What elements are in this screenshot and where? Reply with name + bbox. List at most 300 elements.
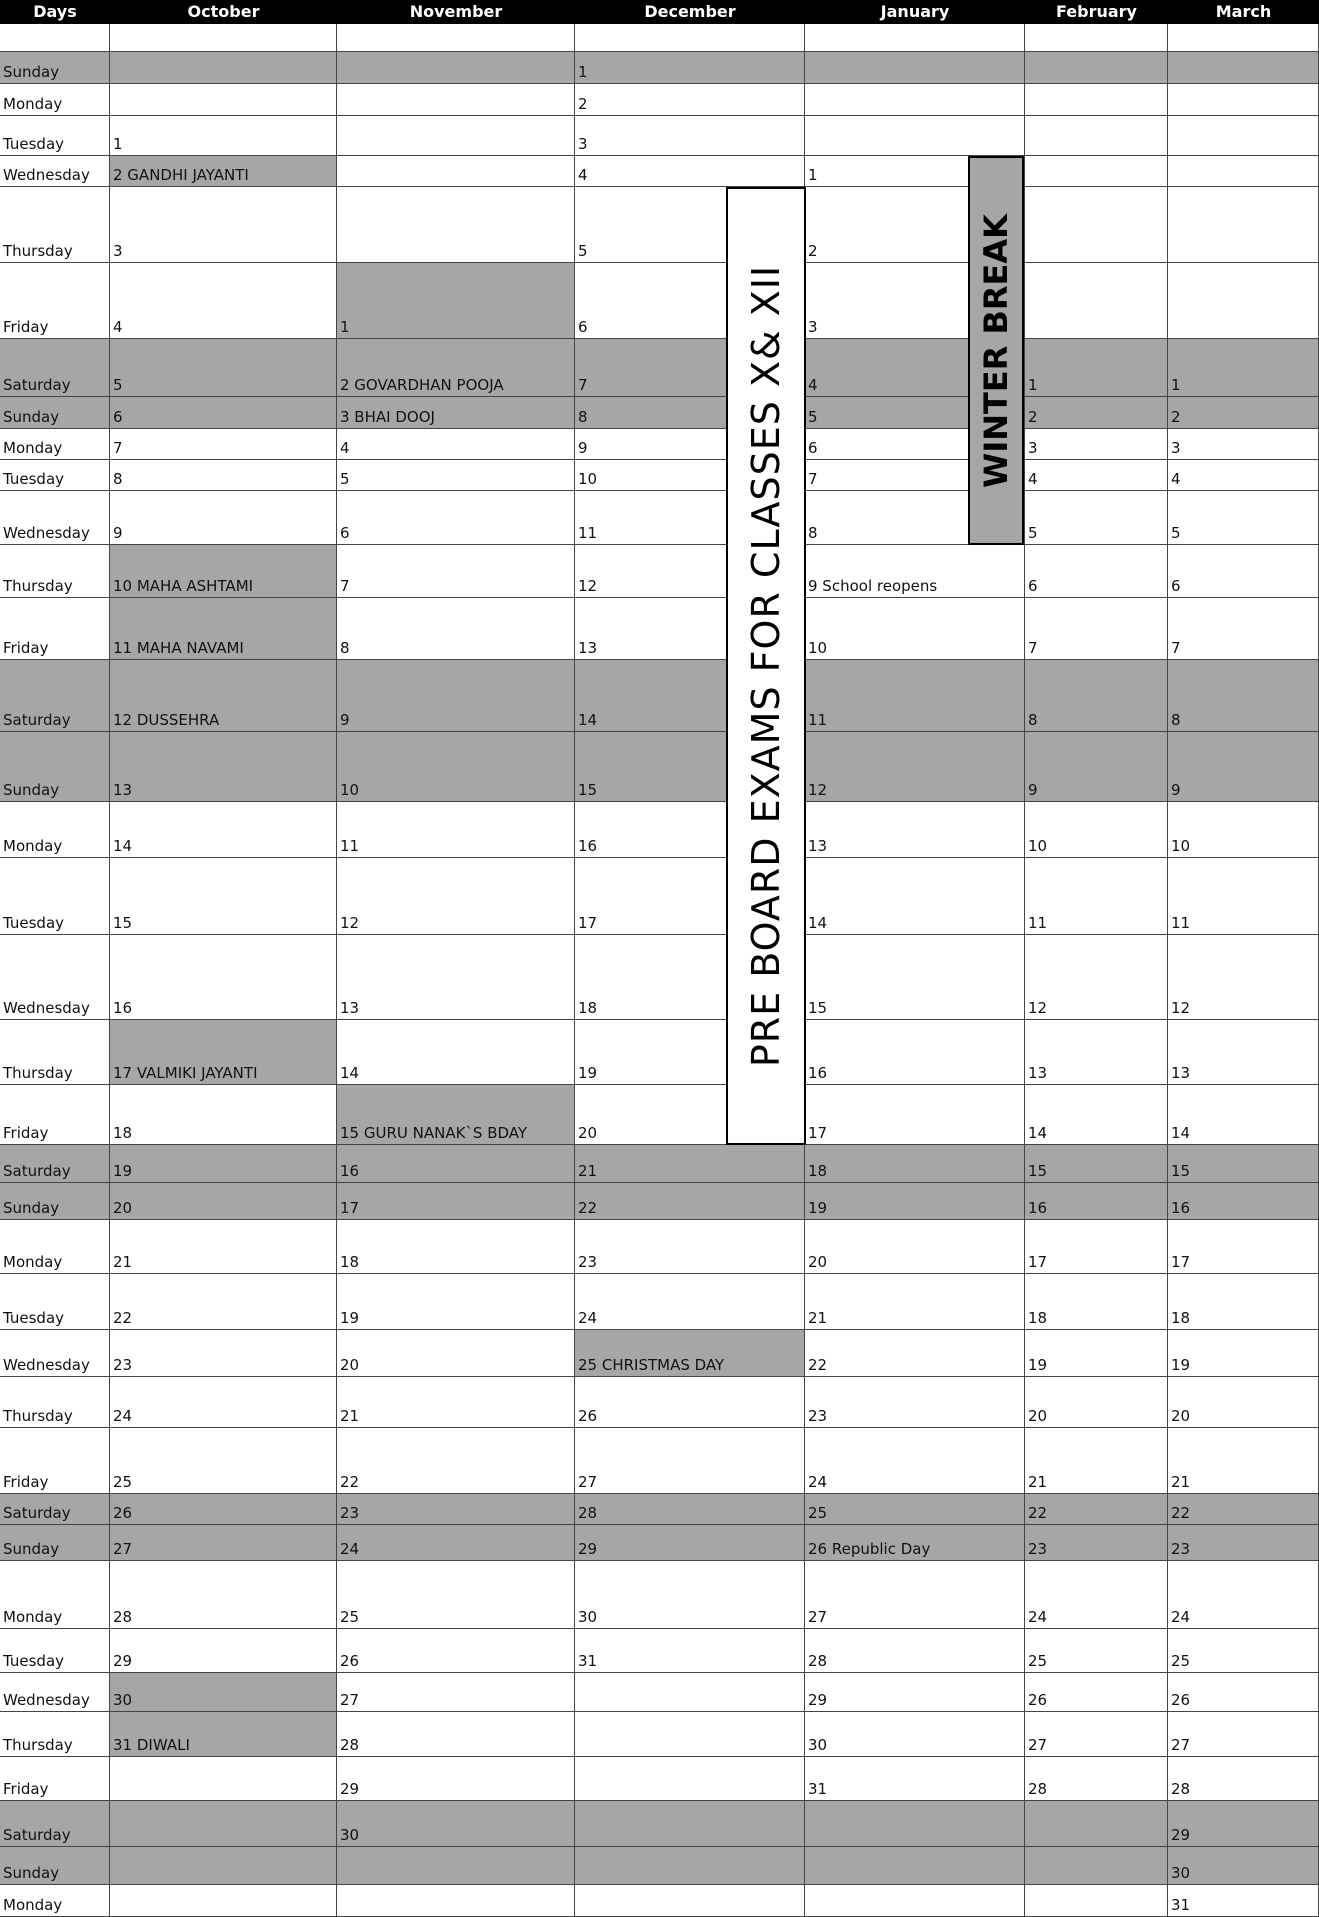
date-cell: [1025, 491, 1168, 545]
cell-text: 23: [1171, 1540, 1191, 1558]
date-cell: [337, 935, 575, 1020]
date-cell: [337, 545, 575, 598]
date-cell: [337, 858, 575, 935]
cell-text: 11: [578, 524, 598, 542]
date-cell: [805, 545, 1025, 598]
cell-text: 3: [1028, 439, 1038, 457]
date-cell: [1025, 429, 1168, 460]
date-cell: [337, 339, 575, 397]
date-cell: [1168, 491, 1319, 545]
cell-text: 9: [1028, 781, 1038, 799]
date-cell: [1025, 545, 1168, 598]
cell-text: Monday: [3, 95, 63, 113]
cell-text: Tuesday: [3, 1652, 65, 1670]
date-cell: [1025, 1885, 1168, 1917]
cell-text: 27: [1028, 1736, 1048, 1754]
cell-text: Tuesday: [3, 135, 65, 153]
date-cell: [337, 1220, 575, 1274]
cell-text: 9: [578, 439, 588, 457]
date-cell: [575, 1629, 805, 1673]
cell-text: Monday: [3, 1253, 63, 1271]
cell-text: Sunday: [3, 63, 60, 81]
date-cell: [110, 1673, 337, 1712]
date-cell: [337, 1494, 575, 1525]
date-cell: [337, 263, 575, 339]
date-cell: [110, 1712, 337, 1757]
cell-text: 30: [808, 1736, 828, 1754]
date-cell: [110, 263, 337, 339]
date-cell: [805, 1561, 1025, 1629]
date-cell: [805, 1885, 1025, 1917]
day-label: [0, 491, 110, 545]
date-cell: [805, 1712, 1025, 1757]
date-cell: [805, 1274, 1025, 1330]
preboard-exams-banner: [726, 187, 806, 1145]
cell-text: 9: [340, 711, 350, 729]
cell-text: 28: [113, 1608, 133, 1626]
cell-text: 4: [1028, 470, 1038, 488]
day-label: [0, 1145, 110, 1183]
cell-text: 30: [578, 1608, 598, 1626]
date-cell: [805, 1020, 1025, 1085]
date-cell: [337, 1525, 575, 1561]
day-label: [0, 1220, 110, 1274]
date-cell: [1025, 1801, 1168, 1847]
cell-text: 7: [1171, 639, 1181, 657]
cell-text: Tuesday: [3, 470, 65, 488]
day-label: [0, 1847, 110, 1885]
cell-text: 2: [1028, 408, 1038, 426]
cell-text: 27: [1171, 1736, 1191, 1754]
cell-text: 22: [1028, 1504, 1048, 1522]
date-cell: [1168, 935, 1319, 1020]
date-cell: [805, 1494, 1025, 1525]
cell-text: 25: [340, 1608, 360, 1626]
date-cell: [575, 1145, 805, 1183]
cell-text: 24: [1028, 1608, 1048, 1626]
cell-text: 16: [1171, 1199, 1191, 1217]
date-cell: [110, 1020, 337, 1085]
date-cell: [1025, 460, 1168, 491]
cell-text: Monday: [3, 439, 63, 457]
cell-text: Tuesday: [3, 1309, 65, 1327]
date-cell: [337, 397, 575, 429]
date-cell: [110, 491, 337, 545]
cell-text: 9: [113, 524, 123, 542]
date-cell: [1168, 397, 1319, 429]
date-cell: [575, 84, 805, 116]
cell-text: 21: [1028, 1473, 1048, 1491]
cell-text: 12: [1171, 999, 1191, 1017]
date-cell: [337, 1377, 575, 1428]
cell-text: 17: [1028, 1253, 1048, 1271]
date-cell: [1025, 84, 1168, 116]
date-cell: [575, 24, 805, 52]
cell-text: 16: [1028, 1199, 1048, 1217]
cell-text: 1: [1171, 376, 1181, 394]
day-label: [0, 545, 110, 598]
day-label: [0, 1183, 110, 1220]
date-cell: [575, 1330, 805, 1377]
cell-text: Monday: [3, 1896, 63, 1914]
date-cell: [1168, 1847, 1319, 1885]
day-label: [0, 84, 110, 116]
day-label: [0, 116, 110, 156]
date-cell: [337, 1673, 575, 1712]
cell-text: Sunday: [3, 1199, 60, 1217]
cell-text: 15: [578, 781, 598, 799]
cell-text: Saturday: [3, 711, 71, 729]
date-cell: [805, 84, 1025, 116]
cell-text: 30: [340, 1826, 360, 1844]
date-cell: [805, 1428, 1025, 1494]
date-cell: [110, 660, 337, 732]
date-cell: [575, 1847, 805, 1885]
date-cell: [805, 1330, 1025, 1377]
date-cell: [110, 84, 337, 116]
date-cell: [110, 598, 337, 660]
date-cell: [337, 84, 575, 116]
header-march: March: [1168, 0, 1319, 24]
date-cell: [805, 52, 1025, 84]
date-cell: [1168, 339, 1319, 397]
cell-text: 1: [578, 63, 588, 81]
cell-text: 4: [340, 439, 350, 457]
date-cell: [805, 660, 1025, 732]
cell-text: 19: [113, 1162, 133, 1180]
date-cell: [110, 1847, 337, 1885]
date-cell: [337, 52, 575, 84]
cell-text: 8: [113, 470, 123, 488]
cell-text: Saturday: [3, 1826, 71, 1844]
cell-text: Wednesday: [3, 999, 90, 1017]
date-cell: [110, 1801, 337, 1847]
date-cell: [805, 116, 1025, 156]
cell-text: 14: [113, 837, 133, 855]
date-cell: [1168, 1183, 1319, 1220]
date-cell: [1025, 660, 1168, 732]
cell-text: 3 BHAI DOOJ: [340, 408, 435, 426]
cell-text: 12: [578, 577, 598, 595]
cell-text: 5: [113, 376, 123, 394]
day-label: [0, 732, 110, 802]
date-cell: [110, 1561, 337, 1629]
date-cell: [1025, 1085, 1168, 1145]
day-label: [0, 339, 110, 397]
date-cell: [1168, 1220, 1319, 1274]
date-cell: [575, 1428, 805, 1494]
date-cell: [1168, 1801, 1319, 1847]
day-label: [0, 1629, 110, 1673]
date-cell: [110, 1525, 337, 1561]
cell-text: 9: [1171, 781, 1181, 799]
date-cell: [575, 1801, 805, 1847]
date-cell: [110, 1220, 337, 1274]
date-cell: [1025, 1183, 1168, 1220]
date-cell: [337, 1847, 575, 1885]
cell-text: Wednesday: [3, 166, 90, 184]
cell-text: 11: [340, 837, 360, 855]
cell-text: Wednesday: [3, 1691, 90, 1709]
date-cell: [1025, 1220, 1168, 1274]
date-cell: [1168, 263, 1319, 339]
date-cell: [575, 1561, 805, 1629]
cell-text: 17: [578, 914, 598, 932]
cell-text: 2: [1171, 408, 1181, 426]
cell-text: 29: [1171, 1826, 1191, 1844]
date-cell: [1168, 1757, 1319, 1801]
day-label: [0, 1085, 110, 1145]
cell-text: 3: [808, 318, 818, 336]
date-cell: [337, 1885, 575, 1917]
cell-text: 24: [808, 1473, 828, 1491]
cell-text: Sunday: [3, 1540, 60, 1558]
date-cell: [110, 858, 337, 935]
cell-text: 25 CHRISTMAS DAY: [578, 1356, 725, 1374]
cell-text: 30: [113, 1691, 133, 1709]
header-october: October: [110, 0, 337, 24]
cell-text: Thursday: [3, 242, 73, 260]
cell-text: 11: [1171, 914, 1191, 932]
cell-text: 15: [808, 999, 828, 1017]
cell-text: 21: [1171, 1473, 1191, 1491]
date-cell: [805, 1801, 1025, 1847]
date-cell: [110, 1377, 337, 1428]
date-cell: [1025, 935, 1168, 1020]
cell-text: 27: [113, 1540, 133, 1558]
cell-text: 28: [1028, 1780, 1048, 1798]
cell-text: 4: [113, 318, 123, 336]
cell-text: 18: [578, 999, 598, 1017]
cell-text: Friday: [3, 1780, 49, 1798]
cell-text: 27: [578, 1473, 598, 1491]
header-november: November: [337, 0, 575, 24]
date-cell: [1168, 187, 1319, 263]
date-cell: [110, 802, 337, 858]
cell-text: 6: [340, 524, 350, 542]
date-cell: [337, 24, 575, 52]
cell-text: 21: [340, 1407, 360, 1425]
date-cell: [110, 1330, 337, 1377]
date-cell: [1025, 1525, 1168, 1561]
cell-text: 10: [1028, 837, 1048, 855]
date-cell: [1025, 1330, 1168, 1377]
day-label: [0, 429, 110, 460]
cell-text: 11: [1028, 914, 1048, 932]
cell-text: 17 VALMIKI JAYANTI: [113, 1064, 258, 1082]
date-cell: [1025, 156, 1168, 187]
cell-text: 1: [113, 135, 123, 153]
cell-text: 26: [340, 1652, 360, 1670]
cell-text: 2 GOVARDHAN POOJA: [340, 376, 504, 394]
cell-text: 15: [113, 914, 133, 932]
date-cell: [110, 1145, 337, 1183]
cell-text: Thursday: [3, 1407, 73, 1425]
cell-text: Friday: [3, 1124, 49, 1142]
date-cell: [1025, 1712, 1168, 1757]
cell-text: 4: [578, 166, 588, 184]
cell-text: 2 GANDHI JAYANTI: [113, 166, 249, 184]
date-cell: [805, 1757, 1025, 1801]
cell-text: Saturday: [3, 1162, 71, 1180]
day-label: [0, 187, 110, 263]
cell-text: 10: [808, 639, 828, 657]
date-cell: [1168, 1274, 1319, 1330]
cell-text: 14: [808, 914, 828, 932]
cell-text: 5: [1028, 524, 1038, 542]
cell-text: 5: [340, 470, 350, 488]
cell-text: 3: [578, 135, 588, 153]
cell-text: 27: [340, 1691, 360, 1709]
date-cell: [1025, 1673, 1168, 1712]
date-cell: [337, 1274, 575, 1330]
cell-text: 26: [1171, 1691, 1191, 1709]
cell-text: 25: [1028, 1652, 1048, 1670]
cell-text: 29: [808, 1691, 828, 1709]
cell-text: 20: [1171, 1407, 1191, 1425]
date-cell: [1168, 460, 1319, 491]
day-label: [0, 660, 110, 732]
date-cell: [110, 1885, 337, 1917]
cell-text: 9 School reopens: [808, 577, 938, 595]
date-cell: [1025, 397, 1168, 429]
date-cell: [1168, 1494, 1319, 1525]
cell-text: Sunday: [3, 408, 60, 426]
cell-text: 21: [808, 1309, 828, 1327]
cell-text: 18: [1028, 1309, 1048, 1327]
cell-text: 20: [1028, 1407, 1048, 1425]
cell-text: 19: [1028, 1356, 1048, 1374]
date-cell: [1168, 1561, 1319, 1629]
date-cell: [337, 1801, 575, 1847]
cell-text: 26: [113, 1504, 133, 1522]
date-cell: [337, 1757, 575, 1801]
day-label: [0, 24, 110, 52]
day-label: [0, 52, 110, 84]
cell-text: 28: [1171, 1780, 1191, 1798]
date-cell: [805, 598, 1025, 660]
date-cell: [110, 460, 337, 491]
date-cell: [805, 858, 1025, 935]
cell-text: 10 MAHA ASHTAMI: [113, 577, 254, 595]
cell-text: 15 GURU NANAK`S BDAY: [340, 1124, 528, 1142]
day-label: [0, 1712, 110, 1757]
date-cell: [805, 1673, 1025, 1712]
cell-text: Thursday: [3, 1064, 73, 1082]
date-cell: [1025, 263, 1168, 339]
cell-text: 20: [808, 1253, 828, 1271]
date-cell: [110, 935, 337, 1020]
day-label: [0, 1525, 110, 1561]
header-december: December: [575, 0, 805, 24]
day-label: [0, 1757, 110, 1801]
date-cell: [1168, 84, 1319, 116]
day-label: [0, 598, 110, 660]
cell-text: Friday: [3, 318, 49, 336]
date-cell: [805, 1183, 1025, 1220]
date-cell: [110, 339, 337, 397]
cell-text: 29: [340, 1780, 360, 1798]
date-cell: [1025, 339, 1168, 397]
cell-text: 23: [808, 1407, 828, 1425]
cell-text: 11: [808, 711, 828, 729]
cell-text: 12: [1028, 999, 1048, 1017]
date-cell: [337, 116, 575, 156]
date-cell: [110, 1629, 337, 1673]
cell-text: 5: [808, 408, 818, 426]
cell-text: 26: [578, 1407, 598, 1425]
date-cell: [575, 1183, 805, 1220]
date-cell: [110, 1085, 337, 1145]
cell-text: 14: [1171, 1124, 1191, 1142]
cell-text: 22: [340, 1473, 360, 1491]
date-cell: [575, 1220, 805, 1274]
date-cell: [1168, 802, 1319, 858]
cell-text: 11 MAHA NAVAMI: [113, 639, 244, 657]
date-cell: [1025, 1757, 1168, 1801]
cell-text: 26: [1028, 1691, 1048, 1709]
cell-text: 18: [113, 1124, 133, 1142]
cell-text: 31: [1171, 1896, 1191, 1914]
cell-text: Friday: [3, 639, 49, 657]
day-label: [0, 397, 110, 429]
cell-text: 17: [340, 1199, 360, 1217]
preboard-exams-label: PRE BOARD EXAMS FOR CLASSES X& XII: [744, 264, 788, 1068]
cell-text: 6: [1028, 577, 1038, 595]
date-cell: [337, 732, 575, 802]
cell-text: Thursday: [3, 1736, 73, 1754]
cell-text: 13: [1171, 1064, 1191, 1082]
cell-text: 31 DIWALI: [113, 1736, 190, 1754]
day-label: [0, 1561, 110, 1629]
date-cell: [1025, 1428, 1168, 1494]
day-label: [0, 1673, 110, 1712]
cell-text: 13: [1028, 1064, 1048, 1082]
cell-text: 23: [578, 1253, 598, 1271]
cell-text: 18: [340, 1253, 360, 1271]
date-cell: [1168, 858, 1319, 935]
cell-text: 19: [340, 1309, 360, 1327]
date-cell: [110, 429, 337, 460]
cell-text: 28: [578, 1504, 598, 1522]
cell-text: 14: [340, 1064, 360, 1082]
date-cell: [1168, 24, 1319, 52]
date-cell: [1168, 1525, 1319, 1561]
cell-text: 19: [578, 1064, 598, 1082]
date-cell: [1025, 24, 1168, 52]
cell-text: 10: [578, 470, 598, 488]
date-cell: [1168, 1020, 1319, 1085]
cell-text: 23: [113, 1356, 133, 1374]
cell-text: 6: [1171, 577, 1181, 595]
cell-text: 18: [1171, 1309, 1191, 1327]
date-cell: [805, 1377, 1025, 1428]
date-cell: [1025, 1494, 1168, 1525]
cell-text: Sunday: [3, 781, 60, 799]
cell-text: 4: [808, 376, 818, 394]
cell-text: 16: [340, 1162, 360, 1180]
date-cell: [1168, 1712, 1319, 1757]
cell-text: 1: [808, 166, 818, 184]
cell-text: 13: [808, 837, 828, 855]
date-cell: [805, 1629, 1025, 1673]
day-label: [0, 1274, 110, 1330]
date-cell: [337, 156, 575, 187]
date-cell: [337, 187, 575, 263]
date-cell: [1025, 1274, 1168, 1330]
date-cell: [110, 1274, 337, 1330]
date-cell: [575, 1377, 805, 1428]
